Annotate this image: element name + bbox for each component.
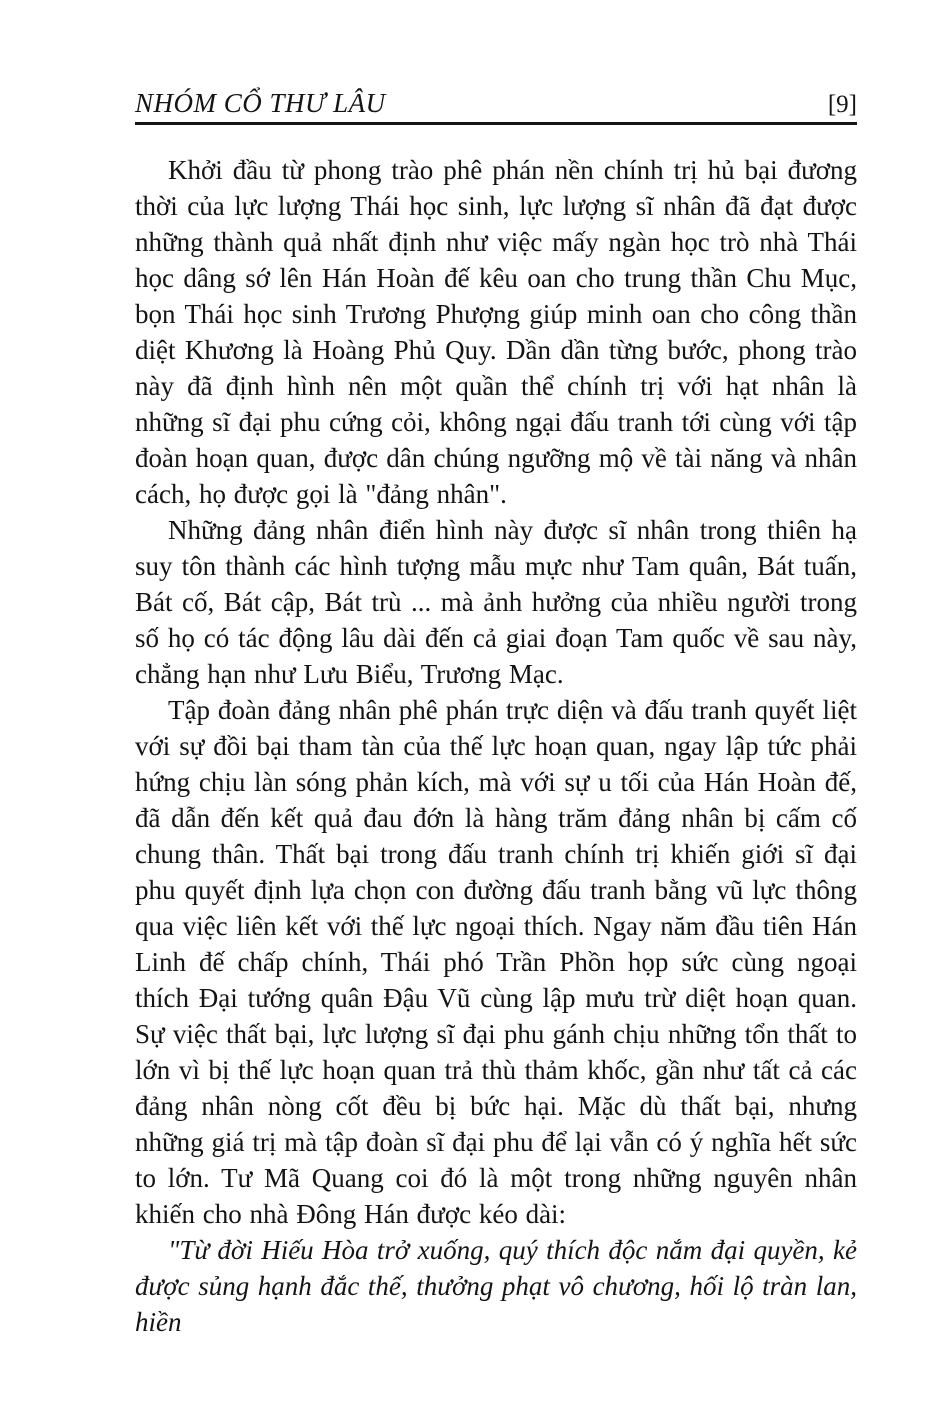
paragraph: Khởi đầu từ phong trào phê phán nền chính trị hủ bại đương thời của lực lượng Thái học sinh, lực lượng sĩ nhân đã đạt được những thành quả nhất định như việc mấy ngàn học trò nhà Thái học dâng sớ lên Hán Hoàn đế kêu oan cho trung thần Chu Mục, bọn Thái học sinh Trương Phượng giúp minh oan cho công thần diệt Khương là Hoàng Phủ Quy. Dần dần từng bước, phong trào này đã định hình nên một quần thể chính trị với hạt nhân là những sĩ đại phu cứng cỏi, không ngại đấu tranh tới cùng với tập đoàn hoạn quan, được dân chúng ngưỡng mộ về tài năng và nhân cách, họ được gọi là "đảng nhân". <box>135 155 857 509</box>
page-number: [9] <box>827 91 857 118</box>
paragraph-quote: "Từ đời Hiếu Hòa trở xuống, quý thích độc nắm đại quyền, kẻ được sủng hạnh đắc thế, thưởng phạt vô chương, hối lộ tràn lan, hiền <box>135 1235 857 1337</box>
paragraph: Những đảng nhân điển hình này được sĩ nhân trong thiên hạ suy tôn thành các hình tượng mẫu mực như Tam quân, Bát tuấn, Bát cố, Bát cập, Bát trù ... mà ảnh hưởng của nhiều người trong số họ có tác động lâu dài đến cả giai đoạn Tam quốc về sau này, chẳng hạn như Lưu Biểu, Trương Mạc. <box>135 515 857 689</box>
running-head-title: NHÓM CỔ THƯ LÂU <box>135 88 386 118</box>
page-header <box>135 88 857 125</box>
paragraph: Tập đoàn đảng nhân phê phán trực diện và đấu tranh quyết liệt với sự đồi bại tham tàn của thế lực hoạn quan, ngay lập tức phải hứng chịu làn sóng phản kích, mà với sự u tối của Hán Hoàn đế, đã dẫn đến kết quả đau đớn là hàng trăm đảng nhân bị cấm cố chung thân. Thất bại trong đấu tranh chính trị khiến giới sĩ đại phu quyết định lựa chọn con đường đấu tranh bằng vũ lực thông qua việc liên kết với thế lực ngoại thích. Ngay năm đầu tiên Hán Linh đế chấp chính, Thái phó Trần Phồn họp sức cùng ngoại thích Đại tướng quân Đậu Vũ cùng lập mưu trừ diệt hoạn quan. Sự việc thất bại, lực lượng sĩ đại phu gánh chịu những tổn thất to lớn vì bị thế lực hoạn quan trả thù thảm khốc, gần như tất cả các đảng nhân nòng cốt đều bị bức hại. Mặc dù thất bại, nhưng những giá trị mà tập đoàn sĩ đại phu để lại vẫn có ý nghĩa hết sức to lớn. Tư Mã Quang coi đó là một trong những nguyên nhân khiến cho nhà Đông Hán được kéo dài: <box>135 695 857 1229</box>
document-body <box>135 152 857 1340</box>
